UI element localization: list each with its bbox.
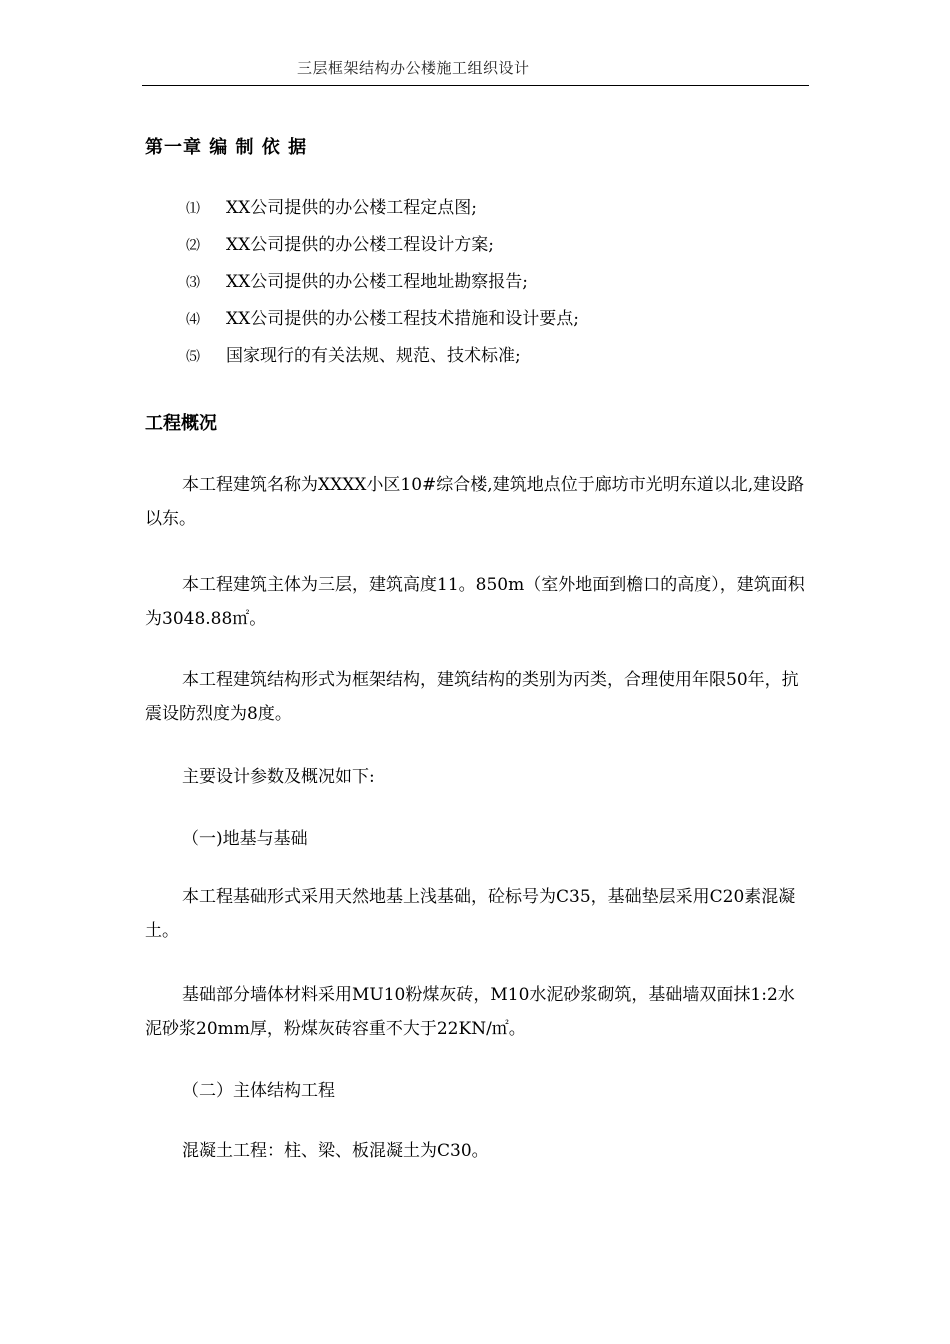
list-item-text: XX公司提供的办公楼工程技术措施和设计要点; (226, 309, 579, 329)
paragraph: 本工程建筑名称为XXXX小区10#综合楼,建筑地点位于廊坊市光明东道以北,建设路以东。 (145, 475, 805, 529)
section-title: 工程概况 (145, 413, 217, 434)
paragraph: 主要设计参数及概况如下: (182, 767, 375, 787)
paragraph: 本工程基础形式采用天然地基上浅基础，砼标号为C35，基础垫层采用C20素混凝土。 (145, 887, 796, 941)
list-item-number: ⑴ (186, 201, 200, 217)
list-item (186, 307, 579, 344)
paragraph: 混凝土工程：柱、梁、板混凝土为C30。 (182, 1141, 489, 1161)
list-item-text: XX公司提供的办公楼工程设计方案; (226, 235, 494, 255)
subsection-heading: （一)地基与基础 (182, 829, 308, 849)
list-item-number: ⑶ (186, 275, 200, 291)
list-item-number: ⑸ (186, 349, 200, 365)
list-item-number: ⑷ (186, 312, 200, 328)
list-item (186, 233, 579, 270)
basis-list (186, 196, 579, 381)
list-item (186, 344, 579, 381)
header-title: 三层框架结构办公楼施工组织设计 (297, 59, 530, 77)
list-item-number: ⑵ (186, 238, 200, 254)
paragraph: 本工程建筑结构形式为框架结构，建筑结构的类别为丙类，合理使用年限50年，抗震设防烈度为8度。 (145, 670, 799, 724)
paragraph: 本工程建筑主体为三层，建筑高度11。850m（室外地面到檐口的高度），建筑面积为3048.88㎡。 (145, 575, 805, 629)
list-item-text: 国家现行的有关法规、规范、技术标准; (226, 346, 521, 366)
list-item (186, 196, 579, 233)
list-item-text: XX公司提供的办公楼工程地址勘察报告; (226, 272, 528, 292)
list-item-text: XX公司提供的办公楼工程定点图; (226, 198, 477, 218)
page-header (142, 55, 809, 86)
list-item (186, 270, 579, 307)
subsection-heading: （二）主体结构工程 (182, 1081, 335, 1101)
chapter-title: 第一章 编 制 依 据 (145, 137, 308, 158)
paragraph: 基础部分墙体材料采用MU10粉煤灰砖，M10水泥砂浆砌筑，基础墙双面抹1:2水泥砂浆20mm厚，粉煤灰砖容重不大于22KN/㎡。 (145, 985, 795, 1039)
